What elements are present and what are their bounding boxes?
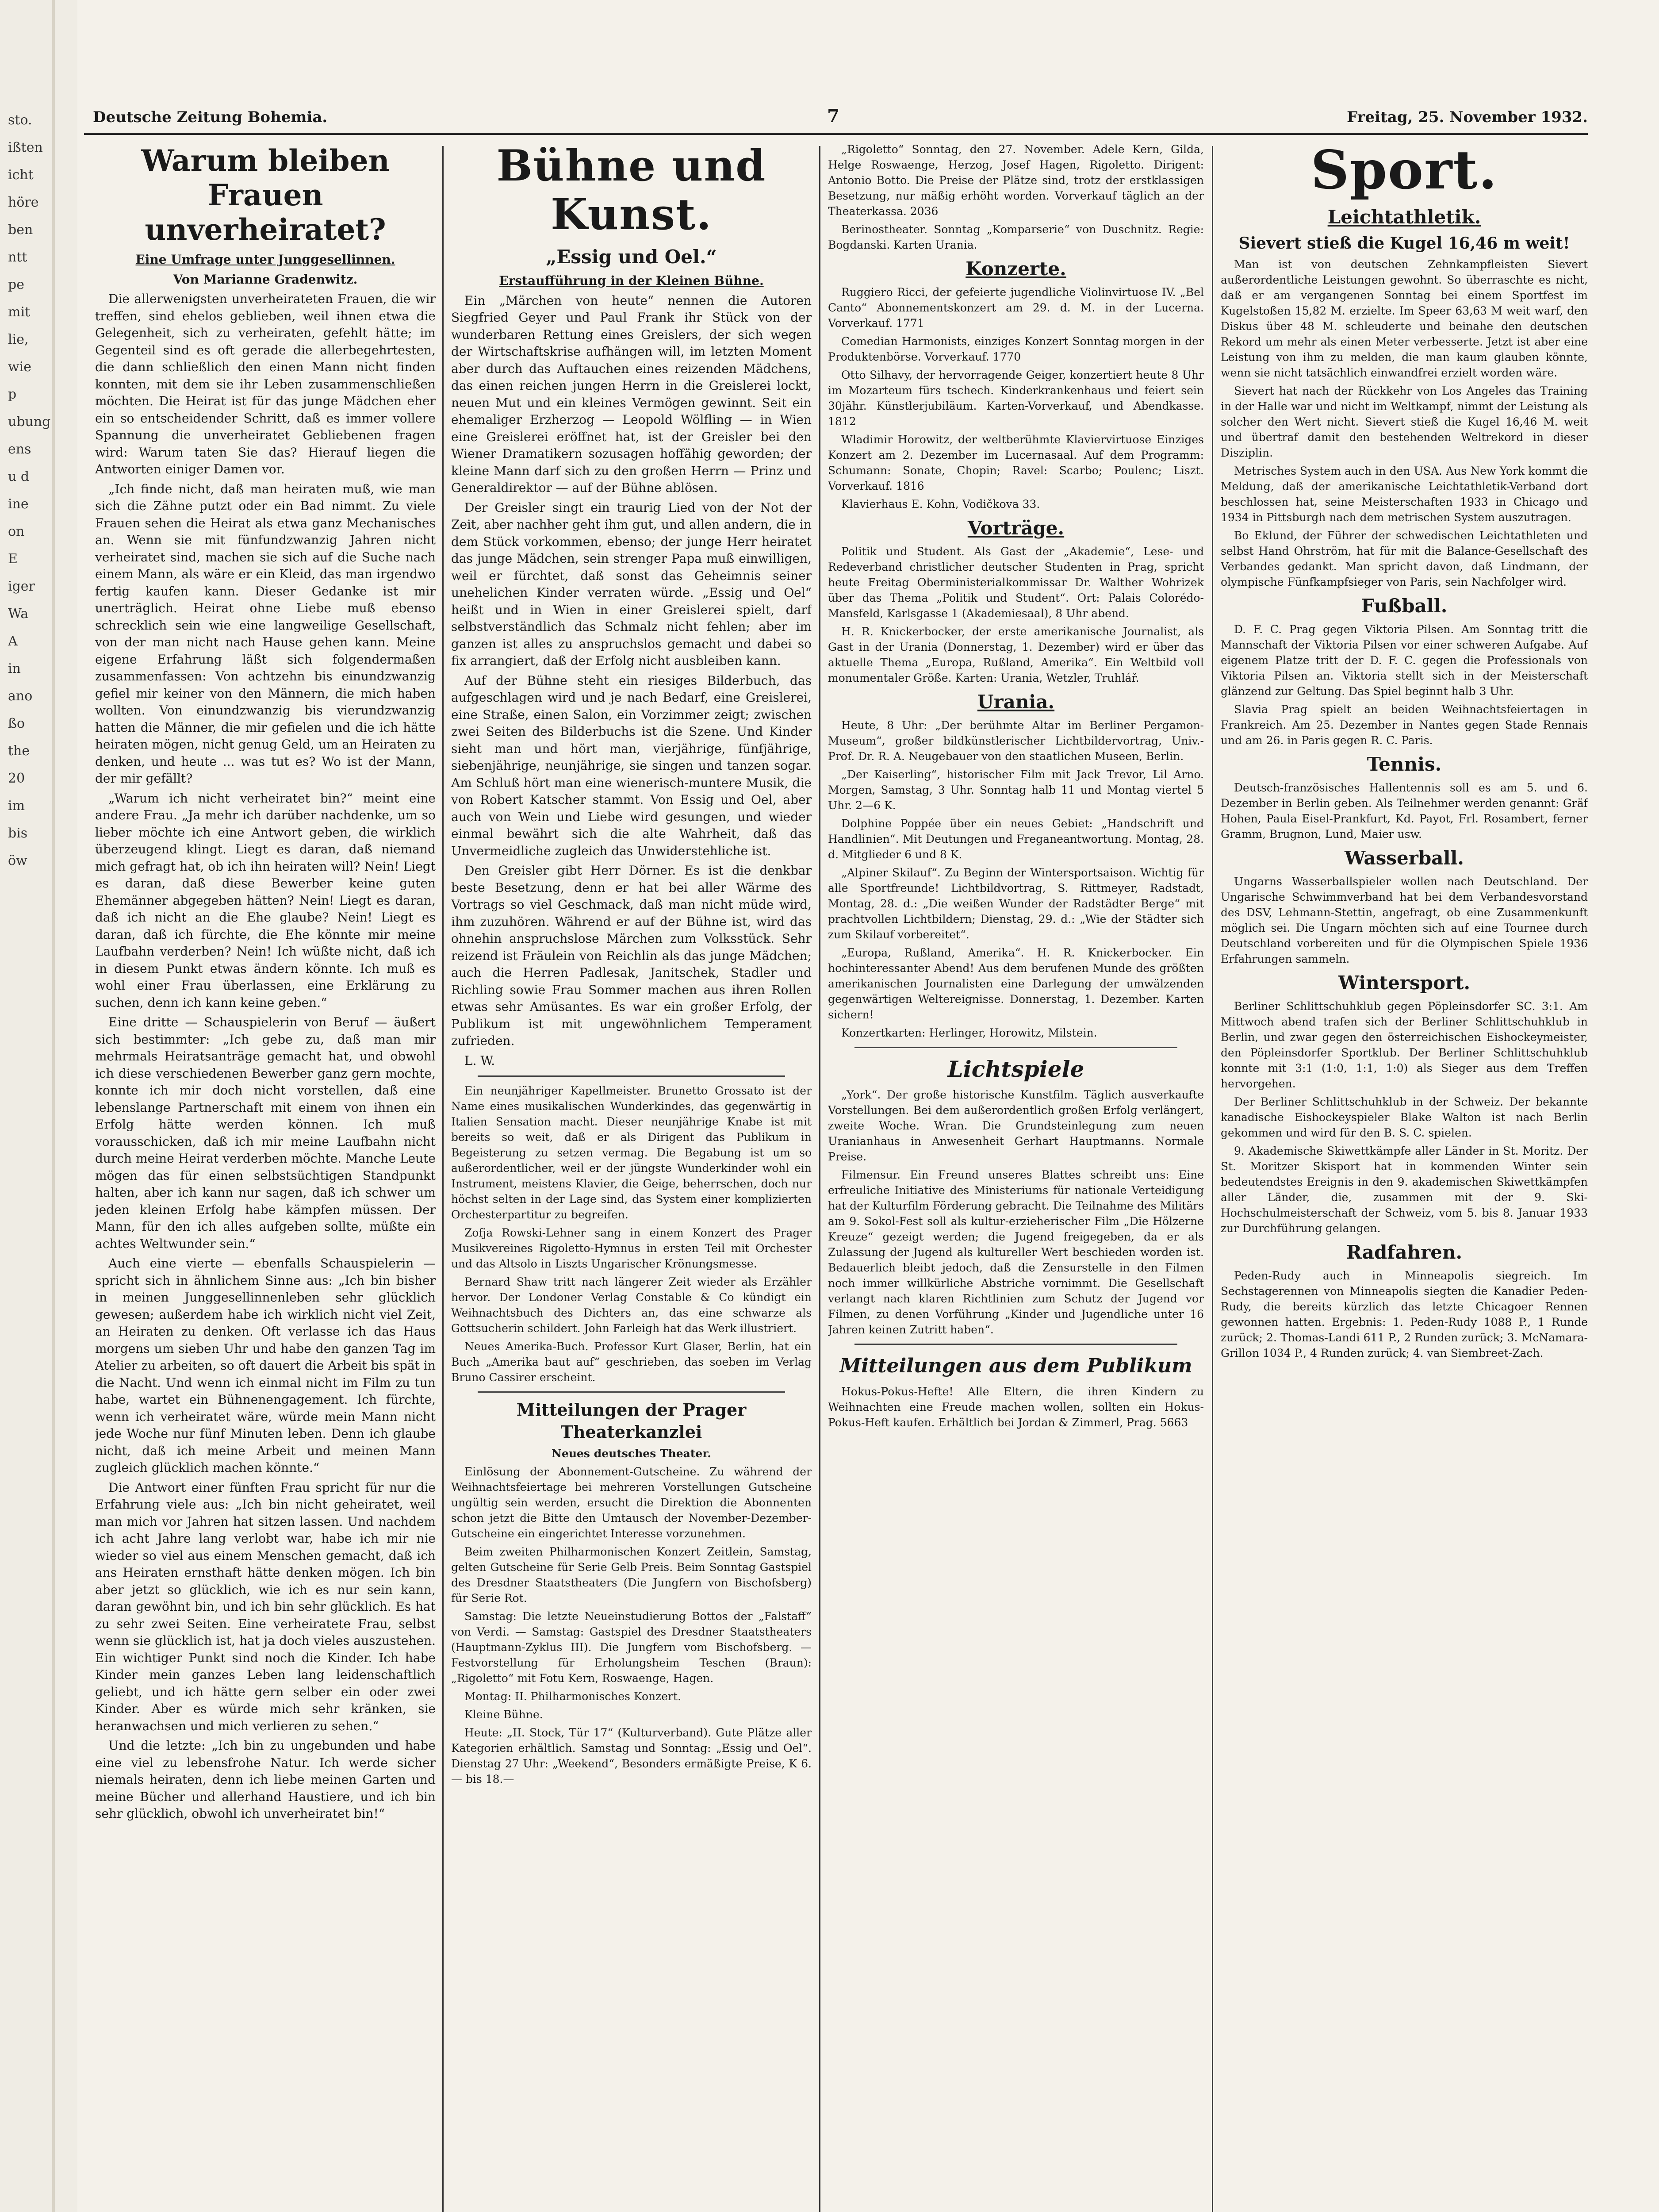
lecture-notice: Politik und Student. Als Gast der „Akademie“, Lese- und Redeverband christlicher deutscher Studenten in Prag, spricht heute Freitag Oberministerialkommissar Dr. Walther Wohrizek über das Thema „Politik und Student“. Ort: Palais Colorédo-Mansfeld, Karlsgasse 1 (Akademiesaal), 8 Uhr abend. [828, 545, 1204, 620]
heading-tennis: Tennis. [1367, 753, 1442, 775]
theater-notice: Einlösung der Abonnement-Gutscheine. Zu während der Weihnachtsfeiertage bei mehreren Vorstellungen Gutscheine ungültig sein werden, ersucht die Direktion die Abonnenten schon jetzt die Bitte den Umtausch der November-Dezember-Gutscheine ein eingerichtet Interesse vorzunehmen. [451, 1465, 812, 1540]
tennis-report: Deutsch-französisches Hallentennis soll es am 5. und 6. Dezember in Berlin geben. Als Teilnehmer werden genannt: Gräf Hohen, Paula Eisel-Prankfurt, Kd. Payot, Frl. Rosambert, ferner Gramm, Brugnon, Lund, Maier usw. [1221, 781, 1588, 841]
athletics-report: Sievert hat nach der Rückkehr von Los Angeles das Training in der Halle war und nicht im Weltkampf, nimmt der Leistung als solcher den Wert nicht. Sievert stieß die Kugel 16,46 M. weit und übertraf damit den bestehenden Weltrekord in dieser Disziplin. [1221, 384, 1588, 459]
edge-text-fragment: ntt [8, 250, 27, 265]
article-paragraph: Die Antwort einer fünften Frau spricht für nur die Erfahrung viele aus: „Ich bin nicht geheiratet, weil man mich vor Jahren hat sitzen lassen. Und nachdem ich acht Jahre lang verlobt war, habe ich mir nie wieder so viel aus einem Menschen gemacht, daß ich ans Heiraten ernsthaft hätte denken mögen. Ich bin aber jetzt so glücklich, wie ich es nur sein kann, daran gewöhnt bin, und ich bin sehr glücklich. Es hat zu sehr zwei Seiten. Eine verheiratete Frau, selbst wenn sie glücklich ist, hat ja doch vieles auszustehen. Ein wichtiger Punkt sind noch die Kinder. Ich habe Kinder mein ganzes Leben lang leidenschaftlich geliebt, und ich hätte gern selber ein oder zwei Kinder. Aber es würde mich sehr kränken, sie heranwachsen und mich verlieren zu sehen.“ [95, 1480, 436, 1733]
newspaper-name: Deutsche Zeitung Bohemia. [93, 108, 328, 126]
article-paragraph: Die allerwenigsten unverheirateten Frauen, die wir treffen, sind ehelos geblieben, weil ihnen etwa die Gelegenheit, sich zu verheiraten, gefehlt hätte; im Gegenteil sind es oft gerade die allerbegehrtesten, die dann schließlich den einen Mann nicht finden konnten, mit dem sie ihr Leben zusammenschließen möchten. Die Heirat ist für das junge Mädchen eher ein so entscheidender Schritt, daß es immer vollere Spannung die unverheiratet Gebliebenen fragen wird: Warum taten Sie das? Hierauf liegen die Antworten einiger Damen vor. [95, 292, 436, 476]
review-paragraph: Ein „Märchen von heute“ nennen die Autoren Siegfried Geyer und Paul Frank ihr Stück von der wunderbaren Rettung eines Greislers, der sich wegen der Wirtschaftskrise aufhängen will, im letzten Moment aber durch das Auftauchen eines reizenden Mädchens, das einen reichen jungen Herrn in die Greislerei lockt, neuen Mut und ein kleines Vermögen gewinnt. Seit ein ehemaliger Erzherzog — Leopold Wölfling — in Wien eine Greislerei eröffnet hat, ist der Greisler bei den Wiener Dramatikern sozusagen hoffähig geworden; der kleine Mann darf sich zu den großen Herrn — Prinz und Generaldirektor — auf der Bühne ablösen. [451, 293, 812, 495]
review-paragraph: Der Greisler singt ein traurig Lied von der Not der Zeit, aber nachher geht ihm gut, und allen andern, die in dem Stück vorkommen, ebenso; der junge Herr heiratet das junge Mädchen, sein strenger Papa muß einwilligen, weil er fürchtet, daß sonst das Geheimnis seiner unehelichen Kinder verraten würde. „Essig und Oel“ heißt und in Wien in einer Greislerei spielt, darf selbstverständlich das Schmalz nicht fehlen; aber im ganzen ist alles zu anspruchslos gemacht und dabei so fix arrangiert, daß der Erfolg nicht ausbleiben kann. [451, 500, 812, 668]
header-rule [84, 133, 1588, 135]
theater-notice: Beim zweiten Philharmonischen Konzert Zeitlein, Samstag, gelten Gutscheine für Serie Gelb Preis. Beim Sonntag Gastspiel des Dresdner Staatstheaters (Die Jungfern von Bischofsberg) für Serie Rot. [451, 1545, 812, 1605]
theater-notice: Kleine Bühne. [464, 1708, 543, 1721]
review-paragraph: Auf der Bühne steht ein riesiges Bilderbuch, das aufgeschlagen wird und je nach Bedarf, eine Greislerei, eine Straße, einen Salon, ein Vorzimmer zeigt; zwischen zwei Seiten des Bilderbuchs ist die Szene. Und Kinder sieht man und hört man, vierjährige, fünfjährige, siebenjährige, neunjährige, sie singen und tanzen sogar. Am Schluß hört man eine wienerisch-muntere Musik, die von Robert Katscher stammt. Von Essig und Oel, aber auch von Wein und Liebe wird gesungen, und wieder einmal bewährt sich die alte Wahrheit, daß das Unvermeidliche zugleich das Unwiderstehliche ist. [451, 673, 812, 858]
lecture-notice: H. R. Knickerbocker, der erste amerikanische Journalist, als Gast in der Urania (Donnerstag, 1. Dezember) wird er über das aktuelle Thema „Europa, Rußland, Amerika“. Ein Weltbild voll monumentaler Größe. Karten: Urania, Wetzler, Truhlář. [828, 625, 1204, 684]
theater-ad: Berinostheater. Sonntag „Komparserie“ von Duschnitz. Regie: Bogdanski. Karten Urania. [828, 223, 1204, 251]
page-number: 7 [827, 106, 839, 127]
article-column-frauen [95, 142, 436, 2212]
edge-text-fragment: in [8, 661, 21, 676]
edge-text-fragment: öw [8, 853, 27, 868]
sport-column [1221, 142, 1588, 2212]
section-title: Bühne und Kunst. [496, 142, 766, 239]
public-notice: Hokus-Pokus-Hefte! Alle Eltern, die ihren Kindern zu Weihnachten eine Freude machen wollen, sollten ein Hokus-Pokus-Heft kaufen. Erhältlich bei Jordan & Zimmerl, Prag. 5663 [828, 1385, 1204, 1429]
article-paragraph: „Ich finde nicht, daß man heiraten muß, wie man sich die Zähne putzt oder ein Bad nimmt. Zu viele Frauen sehen die Heirat als etwa ganz Mechanisches an. Wenn sie mit fünfundzwanzig Jahren nicht verheiratet sind, machen sie sich auf die Suche nach einem Mann, als wäre er ein Kleid, das man irgendwo fertig kaufen kann. Dieser Gedanke ist mir unerträglich. Heirat ohne Liebe muß ebenso schrecklich sein wie eine langweilige Gesellschaft, von der man nicht nach Hause gehen kann. Meine eigene Erfahrung läßt sich folgendermaßen zusammenfassen: Von achtzehn bis einundzwanzig gefiel mir keiner von den Männern, die mich haben wollten. Von einundzwanzig bis vierundzwanzig hatten die Männer, die mir gefielen und die ich hätte heiraten mögen, nicht genug Geld, um an Heiraten zu denken, und heute ... was tut es? Wo ist der Mann, der mir gefällt? [95, 481, 436, 786]
separator [854, 1047, 1177, 1048]
box-title: Mitteilungen der Prager Theaterkanzlei [516, 1400, 747, 1442]
edge-text-fragment: bis [8, 826, 28, 841]
box-subtitle: Neues deutsches Theater. [552, 1447, 711, 1460]
urania-notice: Heute, 8 Uhr: „Der berühmte Altar im Berliner Pergamon-Museum“, großer bildkünstlerischer Lichtbildervortrag, Univ.-Prof. Dr. R. A. Neugebauer von den staatlichen Museen, Berlin. [828, 719, 1204, 763]
separator [478, 1075, 785, 1077]
theater-notice: Montag: II. Philharmonisches Konzert. [464, 1690, 682, 1703]
edge-text-fragment: the [8, 743, 30, 759]
wintersport-report: Berliner Schlittschuhklub gegen Pöpleinsdorfer SC. 3:1. Am Mittwoch abend trafen sich der Berliner Schlittschuhklub in Berlin, und zwar gegen den österreichischen Eishockeymeister, den Pöpleinsdorfer Sportklub. Der Berliner Schlittschuhklub konnte mit 3:1 (1:0, 1:1, 1:0) als Sieger aus dem Treffen hervorgehen. [1221, 1000, 1588, 1090]
sport-section-title: Sport. [1310, 142, 1498, 201]
edge-text-fragment: sto. [8, 112, 32, 128]
edge-text-fragment: pe [8, 277, 24, 292]
concert-notice: Ruggiero Ricci, der gefeierte jugendliche Violinvirtuose IV. „Bel Canto“ Abonnementskonzert am 29. d. M. in der Lucerna. Vorverkauf. 1771 [828, 286, 1204, 330]
heading-lichtspiele: Lichtspiele [947, 1056, 1084, 1082]
article-paragraph: Und die letzte: „Ich bin zu ungebunden und habe eine viel zu lebensfrohe Natur. Ich werde sicher niemals heiraten, denn ich liebe meinen Garten und meine Bücher und allerhand Haustiere, und ich bin sehr glücklich, obwohl ich unverheiratet bin!“ [95, 1738, 436, 1821]
column-divider [819, 146, 820, 2212]
separator [854, 1344, 1177, 1345]
news-note: Bernard Shaw tritt nach längerer Zeit wieder als Erzähler hervor. Der Londoner Verlag Constable & Co kündigt ein Weihnachtsbuch des Dichters an, das eine schwarze als Gottsucherin schildert. John Farleigh hat das Werk illustriert. [451, 1275, 812, 1335]
urania-notice: Dolphine Poppée über ein neues Gebiet: „Handschrift und Handlinien“. Mit Deutungen und Freganeantwortung. Montag, 28. d. Mitglieder 6 und 8 K. [828, 817, 1204, 861]
column-divider [1212, 146, 1213, 2212]
athletics-report: Man ist von deutschen Zehnkampfleisten Sievert außerordentliche Leistungen gewohnt. So überraschte es nicht, daß er am vergangenen Sonntag bei einem Sportfest im Kugelstoßen 15,82 M. erzielte. Im Speer 63,63 M weit warf, den Diskus über 48 M. schleuderte und beinahe den deutschen Rekord um mehr als einen Meter verbesserte. Jetzt ist aber eine Leistung von ihm zu melden, die man kaum glauben könnte, wenn sie nicht tatsächlich einwandfrei erzielt worden wäre. [1221, 258, 1588, 379]
heading-konzerte: Konzerte. [966, 258, 1066, 280]
edge-text-fragment: mit [8, 304, 31, 320]
review-subtitle: Erstaufführung in der Kleinen Bühne. [499, 273, 764, 288]
article-column-buehne [451, 142, 812, 2212]
heading-fussball: Fußball. [1361, 595, 1448, 617]
urania-notice: Konzertkarten: Herlinger, Horowitz, Milstein. [841, 1026, 1097, 1039]
cinema-notice: „York“. Der große historische Kunstfilm. Täglich ausverkaufte Vorstellungen. Bei dem außerordentlich großen Erfolg verlängert, zweite Woche. Wran. Die Grundsteinlegung zum neuen Uranianhaus in Anwesenheit Gerhart Hauptmanns. Normale Preise. [828, 1088, 1204, 1163]
issue-date: Freitag, 25. November 1932. [1347, 108, 1588, 126]
heading-wasserball: Wasserball. [1345, 847, 1464, 869]
edge-text-fragment: im [8, 798, 25, 814]
concert-notice: Comedian Harmonists, einziges Konzert Sonntag morgen in der Produktenbörse. Vorverkauf. 1770 [828, 335, 1204, 363]
edge-text-fragment: ißten [8, 140, 43, 155]
article-paragraph: „Warum ich nicht verheiratet bin?“ meint eine andere Frau. „Ja mehr ich darüber nachdenke, um so lieber möchte ich eine Antwort geben, die wirklich überzeugend klingt. Liegt es daran, daß niemand mich gefragt hat, ob ich ihn heiraten will? Nein! Liegt es daran, daß diese Bewerber keine guten Ehemänner abgegeben hätten? Nein! Liegt es daran, daß ich nicht an die Ehe glaube? Nein! Liegt es daran, daß ich fürchte, die Ehe könnte mir meine Laufbahn verderben? Nein! Ich wüßte nicht, daß ich in diesem Punkt etwas ändern könnte. Ich muß es wohl einer Frau überlassen, eine Erklärung zu suchen, denn ich kann keine geben.“ [95, 791, 436, 1010]
heading-publikum: Mitteilungen aus dem Publikum [839, 1355, 1192, 1377]
edge-text-fragment: ens [8, 442, 31, 457]
edge-text-fragment: ano [8, 688, 33, 704]
column-divider [442, 146, 444, 2212]
edge-text-fragment: iger [8, 579, 35, 594]
review-paragraph: Den Greisler gibt Herr Dörner. Es ist die denkbar beste Besetzung, denn er hat bei aller Wärme des Vortrags so viel Geschmack, daß man nicht müde wird, ihm zuzuhören. Während er auf der Bühne ist, wird das ohnehin anspruchslose Märchen zum Volksstück. Sehr reizend ist Fräulein von Reichlin als das junge Mädchen; auch die Herren Padlesak, Janitschek, Stadler und Richling sowie Frau Sommer machen aus ihren Rollen etwas sehr Amüsantes. Es war ein großer Erfolg, der Publikum ist mit ungewöhnlichem Temperament zufrieden. [451, 863, 812, 1048]
urania-notice: „Europa, Rußland, Amerika“. H. R. Knickerbocker. Ein hochinteressanter Abend! Aus dem berufenen Munde des größten amerikanischen Journalisten eine Darlegung der umwälzenden gegenwärtigen Weltereignisse. Donnerstag, 1. Dezember. Karten sichern! [828, 946, 1204, 1021]
edge-text-fragment: wie [8, 359, 32, 375]
edge-text-fragment: ubung [8, 414, 51, 430]
wintersport-report: Der Berliner Schlittschuhklub in der Schweiz. Der bekannte kanadische Eishockeyspieler Blake Walton ist nach Berlin gekommen und wird für den B. S. C. spielen. [1221, 1095, 1588, 1139]
edge-text-fragment: lie, [8, 332, 29, 347]
edge-text-fragment: icht [8, 167, 34, 183]
edge-text-fragment: E [8, 551, 18, 567]
theater-ad: „Rigoletto“ Sonntag, den 27. November. Adele Kern, Gilda, Helge Roswaenge, Herzog, Josef Hagen, Rigoletto. Dirigent: Antonio Botto. Die Preise der Plätze sind, trotz der erstklassigen Besetzung, nur mäßig erhöht worden. Vorverkauf täglich an der Theaterkassa. 2036 [828, 143, 1204, 218]
heading-radfahren: Radfahren. [1346, 1241, 1463, 1263]
football-report: D. F. C. Prag gegen Viktoria Pilsen. Am Sonntag tritt die Mannschaft der Viktoria Pilsen vor einer schweren Aufgabe. Auf eigenem Platze tritt der D. F. C. gegen die Professionals von Viktoria Pilsen an. Viktoria stellt sich in der Meisterschaft glänzend zur Geltung. Das Spiel beginnt halb 3 Uhr. [1221, 623, 1588, 698]
edge-text-fragment: A [8, 634, 18, 649]
theater-notice: Heute: „II. Stock, Tür 17“ (Kulturverband). Gute Plätze aller Kategorien erhältlich. Samstag und Sonntag: „Essig und Oel“. Dienstag 27 Uhr: „Weekend“, Besonders ermäßigte Preise, K 6.— bis 18.— [451, 1726, 812, 1786]
edge-text-fragment: 20 [8, 771, 25, 786]
urania-notice: „Der Kaiserling“, historischer Film mit Jack Trevor, Lil Arno. Morgen, Samstag, 3 Uhr. Sonntag halb 11 und Montag viertel 5 Uhr. 2—6 K. [828, 768, 1204, 812]
concert-notice: Otto Silhavy, der hervorragende Geiger, konzertiert heute 8 Uhr im Mozarteum fürs tschech. Kinderkrankenhaus und feiert sein 30jähr. Künstlerjubiläum. Karten-Vorverkauf, und Abendkasse. 1812 [828, 369, 1204, 428]
heading-wintersport: Wintersport. [1338, 972, 1471, 994]
separator [478, 1391, 785, 1393]
edge-text-fragment: p [8, 387, 17, 402]
edge-text-fragment: ben [8, 222, 33, 238]
athletics-report: Metrisches System auch in den USA. Aus New York kommt die Meldung, daß der amerikanische Leichtathletik-Verband dort beschlossen hat, seine Meisterschaften 1933 in Chicago und 1934 in Pittsburgh nach dem metrischen System auszutragen. [1221, 465, 1588, 524]
urania-notice: „Alpiner Skilauf“. Zu Beginn der Wintersportsaison. Wichtig für alle Sportfreunde! Lichtbildvortrag, S. Rittmeyer, Radstadt, Montag, 28. d.: „Die weißen Wunder der Radstädter Berge“ mit prachtvollen Lichtbildern; Dienstag, 29. d.: „Wie der Städter sich zum Skilauf vorbereitet“. [828, 866, 1204, 941]
concert-notice: Klavierhaus E. Kohn, Vodičkova 33. [841, 498, 1040, 511]
news-note: Neues Amerika-Buch. Professor Kurt Glaser, Berlin, hat ein Buch „Amerika baut auf“ geschrieben, das soeben im Verlag Bruno Cassirer erscheint. [451, 1340, 812, 1384]
waterpolo-report: Ungarns Wasserballspieler wollen nach Deutschland. Der Ungarische Schwimmverband hat bei dem Verbandesvorstand des DSV, Lehmann-Stettin, angefragt, ob eine Zusammenkunft möglich sei. Die Ungarn möchten sich auf eine Tournee durch Deutschland vorbereiten und für die Olympischen Spiele 1936 Erfahrungen sammeln. [1221, 875, 1588, 965]
edge-text-fragment: u d [8, 469, 30, 484]
wintersport-report: 9. Akademische Skiwettkämpfe aller Länder in St. Moritz. Der St. Moritzer Skisport hat in kommenden Winter sein bedeutendstes Ereignis in den 9. akademischen Skiwettkämpfen aller Länder, die, zusammen mit der 9. Ski-Hochschulmeisterschaft der Schweiz, vom 5. bis 8. Januar 1933 zur Durchführung gelangen. [1221, 1144, 1588, 1235]
theater-notice: Samstag: Die letzte Neueinstudierung Bottos der „Falstaff“ von Verdi. — Samstag: Gastspiel des Dresdner Staatstheaters (Hauptmann-Zyklus III). Die Jungfern vom Bischofsberg. — Festvorstellung für Erholungsheim Teschen (Braun): „Rigoletto“ mit Fotu Kern, Roswaenge, Hagen. [451, 1610, 812, 1685]
edge-text-fragment: ßo [8, 716, 25, 731]
article-title: Warum bleiben Frauen unverheiratet? [141, 143, 390, 247]
review-title: „Essig und Oel.“ [546, 246, 717, 268]
page-header [84, 104, 1588, 131]
edge-text-fragment: ine [8, 496, 29, 512]
announcements-column [828, 142, 1204, 2212]
review-paragraph: L. W. [464, 1053, 495, 1068]
cycling-report: Peden-Rudy auch in Minneapolis siegreich. Im Sechstagerennen von Minneapolis siegten die Kanadier Peden-Rudy, die bereits kürzlich das letzte Chicagoer Rennen gewonnen hatten. Ergebnis: 1. Peden-Rudy 1088 P., 1 Runde zurück; 2. Thomas-Landi 611 P., 2 Runden zurück; 3. McNamara-Grillon 1034 P., 4 Runden zurück; 4. van Siembreet-Zach. [1221, 1269, 1588, 1359]
athletics-report: Bo Eklund, der Führer der schwedischen Leichtathleten und selbst Hand Ohrström, hat für mit die Balance-Gesellschaft des Verbandes gedankt. Man spricht davon, daß Lindmann, der olympische Fünfkampfsieger von Paris, sein Nachfolger wird. [1221, 529, 1588, 588]
concert-notice: Wladimir Horowitz, der weltberühmte Klaviervirtuose Einziges Konzert am 2. Dezember im Lucernasaal. Auf dem Programm: Schumann: Sonate, Chopin; Ravel: Scarbo; Poulenc; Liszt. Vorverkauf. 1816 [828, 433, 1204, 492]
football-report: Slavia Prag spielt an beiden Weihnachtsfeiertagen in Frankreich. Am 25. Dezember in Nantes gegen Stade Rennais und am 26. in Paris gegen R. C. Paris. [1221, 703, 1588, 747]
edge-text-fragment: Wa [8, 606, 29, 622]
edge-text-fragment: on [8, 524, 25, 539]
page-fold [52, 0, 55, 2212]
headline-sievert: Sievert stieß die Kugel 16,46 m weit! [1238, 234, 1570, 253]
news-note: Zofja Rowski-Lehner sang in einem Konzert des Prager Musikvereines Rigoletto-Hymnus in ersten Teil mit Orchester und das Altsolo in Liszts Ungarischer Krönungsmesse. [451, 1226, 812, 1270]
article-author: Von Marianne Gradenwitz. [173, 272, 358, 287]
article-subtitle: Eine Umfrage unter Junggesellinnen. [135, 252, 395, 267]
heading-leichtathletik: Leichtathletik. [1327, 206, 1481, 228]
heading-urania: Urania. [977, 691, 1055, 713]
edge-text-fragment: höre [8, 195, 39, 210]
article-paragraph: Auch eine vierte — ebenfalls Schauspielerin — spricht sich in ähnlichem Sinne aus: „Ich bin bisher in meinen Junggesellinnenleben sehr glücklich gewesen; außerdem habe ich wirklich nicht viel Zeit, an Heiraten zu denken. Oft verlasse ich das Haus morgens um sieben Uhr und habe den ganzen Tag im Atelier zu arbeiten, so oft dauert die Arbeit bis spät in die Nacht. Und wenn ich einmal nicht im Film zu tun habe, wartet ein Bühnenengagement. Ich fürchte, wenn ich verheiratet wäre, würde mein Mann nicht jede Woche nur fünf Minuten leben. Denn ich glaube nicht, daß ich meine Arbeit und meinen Mann zugleich glücklich machen könnte.“ [95, 1256, 436, 1475]
cinema-notice: Filmensur. Ein Freund unseres Blattes schreibt uns: Eine erfreuliche Initiative des Ministeriums für nationale Verteidigung hat der Kulturfilm Förderung gebracht. Die Teilnahme des Militärs am 9. Sokol-Fest soll als kultur-erzieherischer Film „Die Hölzerne Kreuze“ gezeigt werden; die Jugend freigegeben, da er als Zulassung der Jugend als kultureller Wert beschieden worden ist. Bedauerlich bleibt jedoch, daß die Zensurstelle in den Filmen noch immer willkürliche Abstriche vornimmt. Die Gesellschaft verlangt nach klaren Richtlinien zum Schutz der Jugend vor Filmen, zu denen Vorführung „Kinder und Jugendliche unter 16 Jahren keinen Zutritt haben“. [828, 1168, 1204, 1336]
news-note: Ein neunjähriger Kapellmeister. Brunetto Grossato ist der Name eines musikalischen Wunderkindes, das gegenwärtig in Italien Sensation macht. Dieser neunjährige Knabe ist mit bereits so weit, daß er als Dirigent das Publikum in Begeisterung zu setzen vermag. Die Begabung ist um so außerordentlicher, weil er der jüngste Wunderkinder wohl ein Instrument, meistens Klavier, die Geige, beherrschen, doch nur höchst selten in der Lage sind, das System einer komplizierten Orchesterpartitur zu begreifen. [451, 1084, 812, 1221]
adjacent-page-edge [0, 0, 77, 2212]
heading-vortraege: Vorträge. [967, 517, 1065, 539]
article-paragraph: Eine dritte — Schauspielerin von Beruf — äußert sich bestimmter: „Ich gebe zu, daß man mir mehrmals Heiratsanträge gemacht hat, und obwohl ich diese verschiedenen Bewerber ganz gern mochte, konnte ich mir doch nicht vorstellen, daß eine lebenslange Partnerschaft mit einem von ihnen ein Erfolg hätte werden können. Ich muß vorausschicken, daß ich mir meine Laufbahn nicht durch meine Heirat verderben möchte. Manche Leute mögen das für einen selbstsüchtigen Standpunkt halten, aber ich kann nur sagen, daß ich schwer um jeden kleinen Erfolg habe kämpfen müssen. Der Mann, für den ich alles aufgeben sollte, müßte ein achtes Weltwunder sein.“ [95, 1015, 436, 1251]
